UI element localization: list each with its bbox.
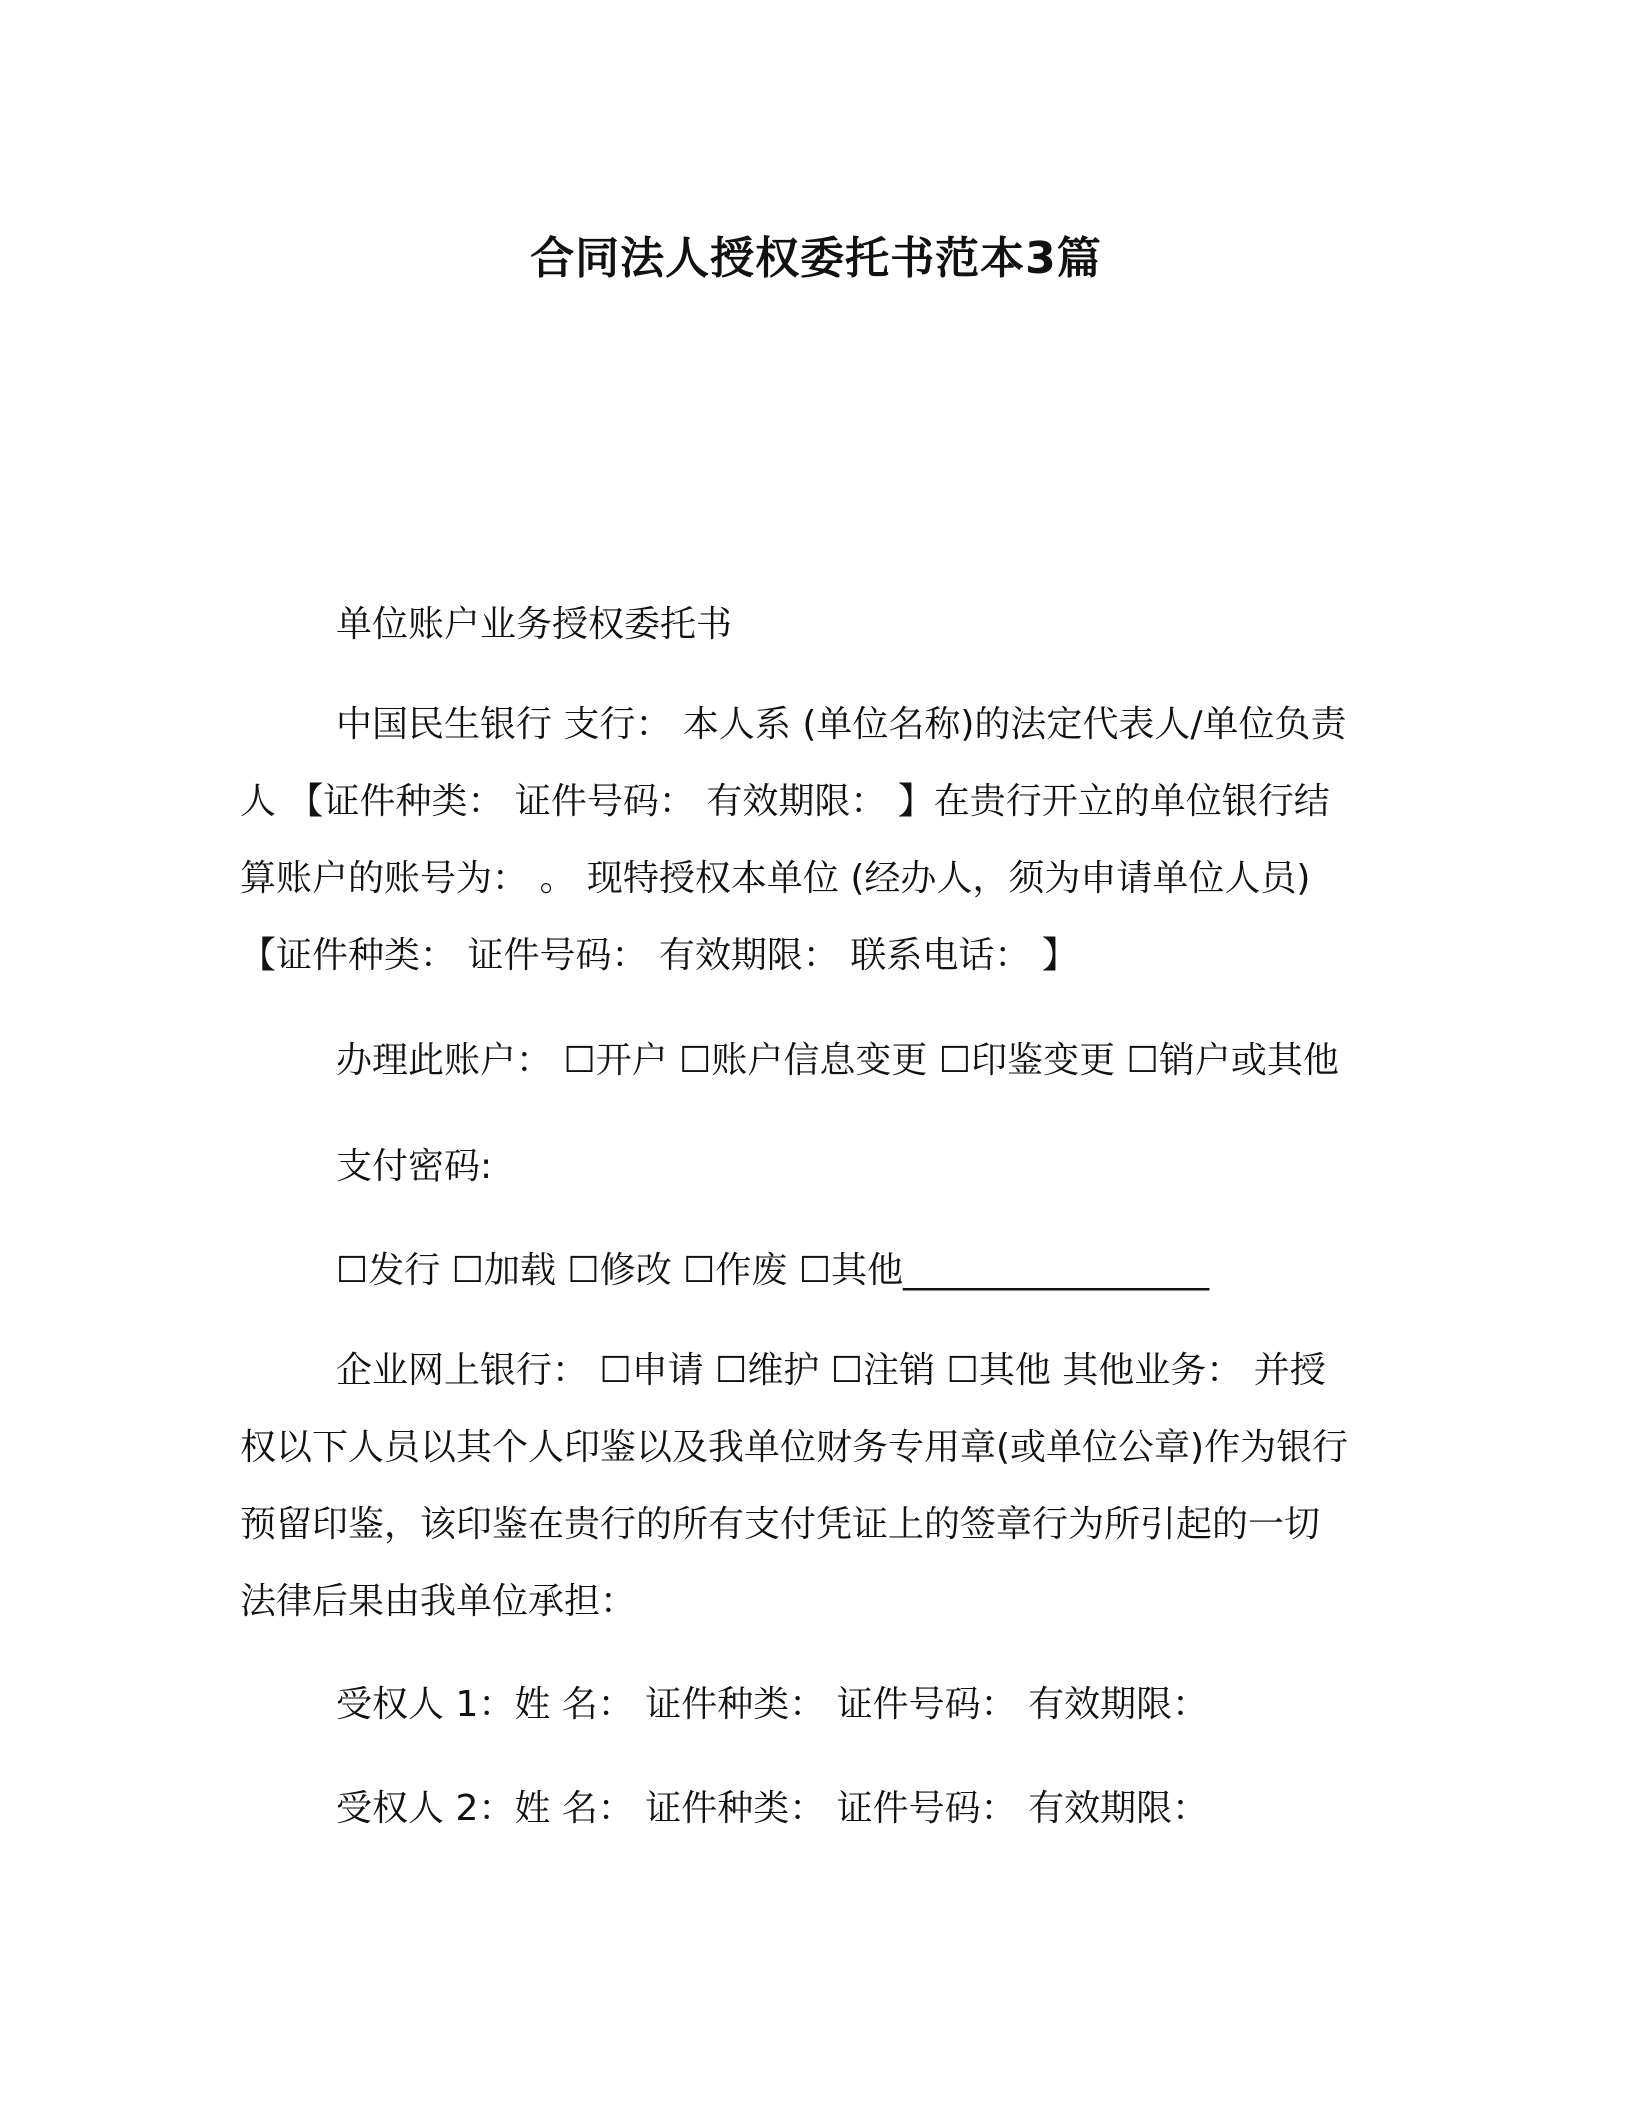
paragraph-line: 【证件种类： 证件号码： 有效期限： 联系电话： 】	[240, 935, 1078, 976]
ebank-paragraph	[240, 1332, 1410, 1640]
paragraph-line: 人 【证件种类： 证件号码： 有效期限： 】在贵行开立的单位银行结	[240, 781, 1330, 822]
paragraph-line: 中国民生银行 支行： 本人系 (单位名称)的法定代表人/单位负责	[336, 704, 1347, 745]
paragraph-line: 算账户的账号为： 。 现特授权本单位 (经办人，须为申请单位人员)	[240, 858, 1311, 899]
grantee-2-line: 受权人 2：姓 名： 证件种类： 证件号码： 有效期限：	[336, 1788, 1209, 1829]
handle-account-options: 办理此账户： ☐开户 ☐账户信息变更 ☐印鉴变更 ☐销户或其他	[336, 1040, 1339, 1081]
section-heading: 单位账户业务授权委托书	[336, 604, 733, 645]
paragraph-line: 权以下人员以其个人印鉴以及我单位财务专用章(或单位公章)作为银行	[240, 1427, 1349, 1468]
document-title: 合同法人授权委托书范本3篇	[530, 233, 1102, 284]
paragraph-line: 预留印鉴，该印鉴在贵行的所有支付凭证上的签章行为所引起的一切	[240, 1504, 1321, 1545]
paragraph-line: 企业网上银行： ☐申请 ☐维护 ☐注销 ☐其他 其他业务： 并授	[336, 1350, 1326, 1391]
paragraph-line: 法律后果由我单位承担：	[240, 1581, 637, 1622]
payment-password-options: ☐发行 ☐加载 ☐修改 ☐作废 ☐其他_________________	[336, 1250, 1210, 1291]
authorization-paragraph	[240, 686, 1410, 994]
grantee-1-line: 受权人 1：姓 名： 证件种类： 证件号码： 有效期限：	[336, 1684, 1209, 1725]
payment-password-label: 支付密码:	[336, 1146, 493, 1187]
